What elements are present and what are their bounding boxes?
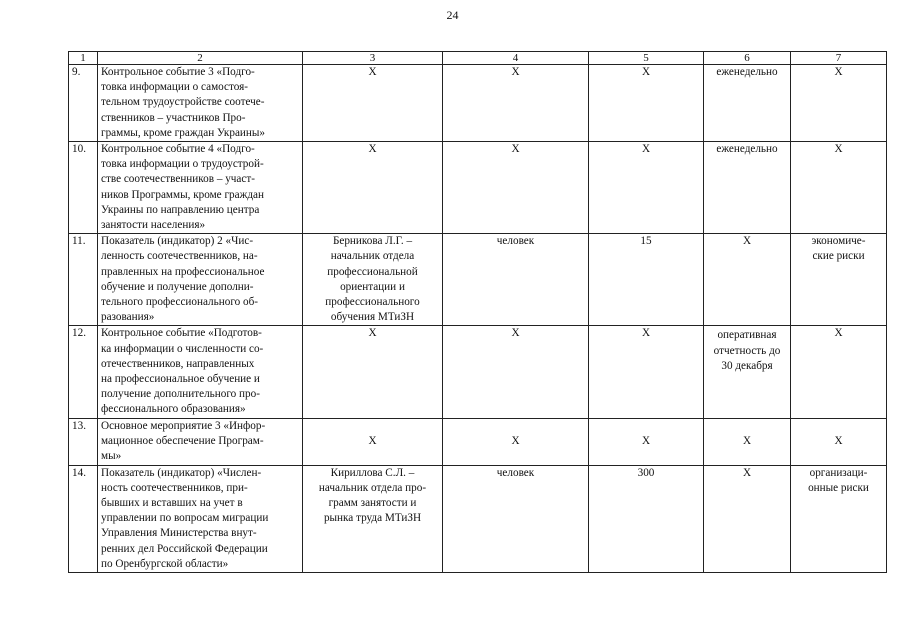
header-cell: 3 [303, 52, 443, 65]
value-cell: Х [589, 142, 704, 234]
row-number: 12. [69, 326, 98, 418]
responsible-cell [303, 234, 443, 326]
description-line: Контрольное событие «Подготов- [101, 327, 262, 340]
description-line: разования» [101, 311, 155, 324]
periodicity-cell: еженедельно [704, 65, 791, 142]
value-cell: 300 [589, 465, 704, 572]
program-table [68, 51, 887, 573]
description-line: Основное мероприятие 3 «Инфор- [101, 419, 266, 432]
description-line: ленность соотечественников, на- [101, 250, 258, 263]
periodicity-cell: Х [704, 418, 791, 465]
risk-line: экономиче- [811, 235, 866, 248]
responsible-line: профессиональной [327, 265, 418, 278]
row-description [98, 234, 303, 326]
description-line: по Оренбургской области» [101, 557, 229, 570]
value-cell: 15 [589, 234, 704, 326]
table-row [69, 234, 887, 326]
responsible-cell: Х [303, 65, 443, 142]
periodicity-cell: Х [704, 465, 791, 572]
description-line: ренних дел Российской Федерации [101, 542, 268, 555]
responsible-line: начальник отдела про- [318, 481, 427, 494]
description-line: занятости населения» [101, 219, 206, 232]
responsible-line: ориентации и [340, 280, 405, 293]
row-number: 14. [69, 465, 98, 572]
responsible-cell: Х [303, 142, 443, 234]
periodicity-cell: еженедельно [704, 142, 791, 234]
header-row [69, 52, 887, 65]
description-line: мы» [101, 450, 122, 463]
value-cell: Х [589, 65, 704, 142]
responsible-cell: Х [303, 326, 443, 418]
description-line: ственников – участников Про- [101, 111, 246, 124]
description-line: бывших и вставших на учет в [101, 497, 243, 510]
description-line: отечественников, направленных [101, 357, 255, 370]
risk-line: онные риски [808, 481, 869, 494]
row-description [98, 418, 303, 465]
risk-cell: Х [791, 418, 887, 465]
page-number: 24 [446, 8, 459, 22]
periodicity-line: 30 декабря [721, 359, 773, 372]
value-cell: Х [589, 326, 704, 418]
row-description [98, 326, 303, 418]
description-line: товка информации о трудоустрой- [101, 158, 264, 171]
responsible-cell: Х [303, 418, 443, 465]
responsible-line: профессионального [325, 296, 420, 309]
table-row [69, 465, 887, 572]
responsible-cell [303, 465, 443, 572]
unit-cell: Х [443, 65, 589, 142]
row-number: 10. [69, 142, 98, 234]
periodicity-cell [704, 326, 791, 418]
header-cell: 6 [704, 52, 791, 65]
row-number: 9. [69, 65, 98, 142]
responsible-line: Берникова Л.Г. – [332, 235, 413, 248]
description-line: ность соотечественников, при- [101, 481, 248, 494]
value-cell: Х [589, 418, 704, 465]
responsible-line: Кириллова С.Л. – [330, 466, 415, 479]
description-line: Показатель (индикатор) 2 «Чис- [101, 235, 254, 248]
header-cell: 4 [443, 52, 589, 65]
risk-cell: Х [791, 65, 887, 142]
unit-cell: Х [443, 418, 589, 465]
description-line: получение дополнительного про- [101, 388, 260, 401]
risk-line: ские риски [812, 250, 865, 263]
responsible-line: рынка труда МТиЗН [323, 512, 422, 525]
row-description [98, 142, 303, 234]
responsible-line: грамм занятости и [328, 497, 417, 510]
description-line: товка информации о самостоя- [101, 81, 248, 94]
row-number: 13. [69, 418, 98, 465]
unit-cell: Х [443, 142, 589, 234]
unit-cell: человек [443, 465, 589, 572]
description-line: тельного профессионального об- [101, 296, 259, 309]
responsible-line: обучения МТиЗН [330, 311, 415, 324]
risk-cell [791, 234, 887, 326]
header-cell: 5 [589, 52, 704, 65]
description-line: правленных на профессиональное [101, 265, 265, 278]
row-number: 11. [69, 234, 98, 326]
header-cell: 2 [98, 52, 303, 65]
unit-cell: человек [443, 234, 589, 326]
table-row [69, 65, 887, 142]
table-row [69, 142, 887, 234]
description-line: мационное обеспечение Програм- [101, 434, 264, 447]
periodicity-cell: Х [704, 234, 791, 326]
description-line: Управления Министерства внут- [101, 527, 257, 540]
responsible-line: начальник отдела [330, 250, 415, 263]
description-line: Показатель (индикатор) «Числен- [101, 466, 262, 479]
row-description [98, 465, 303, 572]
header-cell: 7 [791, 52, 887, 65]
row-description [98, 65, 303, 142]
risk-cell: Х [791, 142, 887, 234]
table-row [69, 418, 887, 465]
periodicity-line: отчетность до [713, 344, 781, 357]
periodicity-line: оперативная [717, 329, 777, 342]
description-line: граммы, кроме граждан Украины» [101, 126, 266, 139]
description-line: на профессиональное обучение и [101, 373, 260, 386]
risk-line: организаци- [809, 466, 868, 479]
risk-cell: Х [791, 326, 887, 418]
description-line: стве соотечественников – участ- [101, 173, 255, 186]
description-line: Контрольное событие 3 «Подго- [101, 66, 255, 78]
description-line: ка информации о численности со- [101, 342, 264, 355]
risk-cell [791, 465, 887, 572]
description-line: тельном трудоустройстве соотече- [101, 96, 265, 109]
description-line: ников Программы, кроме граждан [101, 188, 264, 201]
description-line: Контрольное событие 4 «Подго- [101, 143, 255, 156]
description-line: Украины по направлению центра [101, 203, 260, 216]
description-line: фессионального образования» [101, 403, 246, 416]
table-row [69, 326, 887, 418]
description-line: управлении по вопросам миграции [101, 512, 269, 525]
description-line: обучение и получение дополни- [101, 280, 254, 293]
header-cell: 1 [69, 52, 98, 65]
unit-cell: Х [443, 326, 589, 418]
